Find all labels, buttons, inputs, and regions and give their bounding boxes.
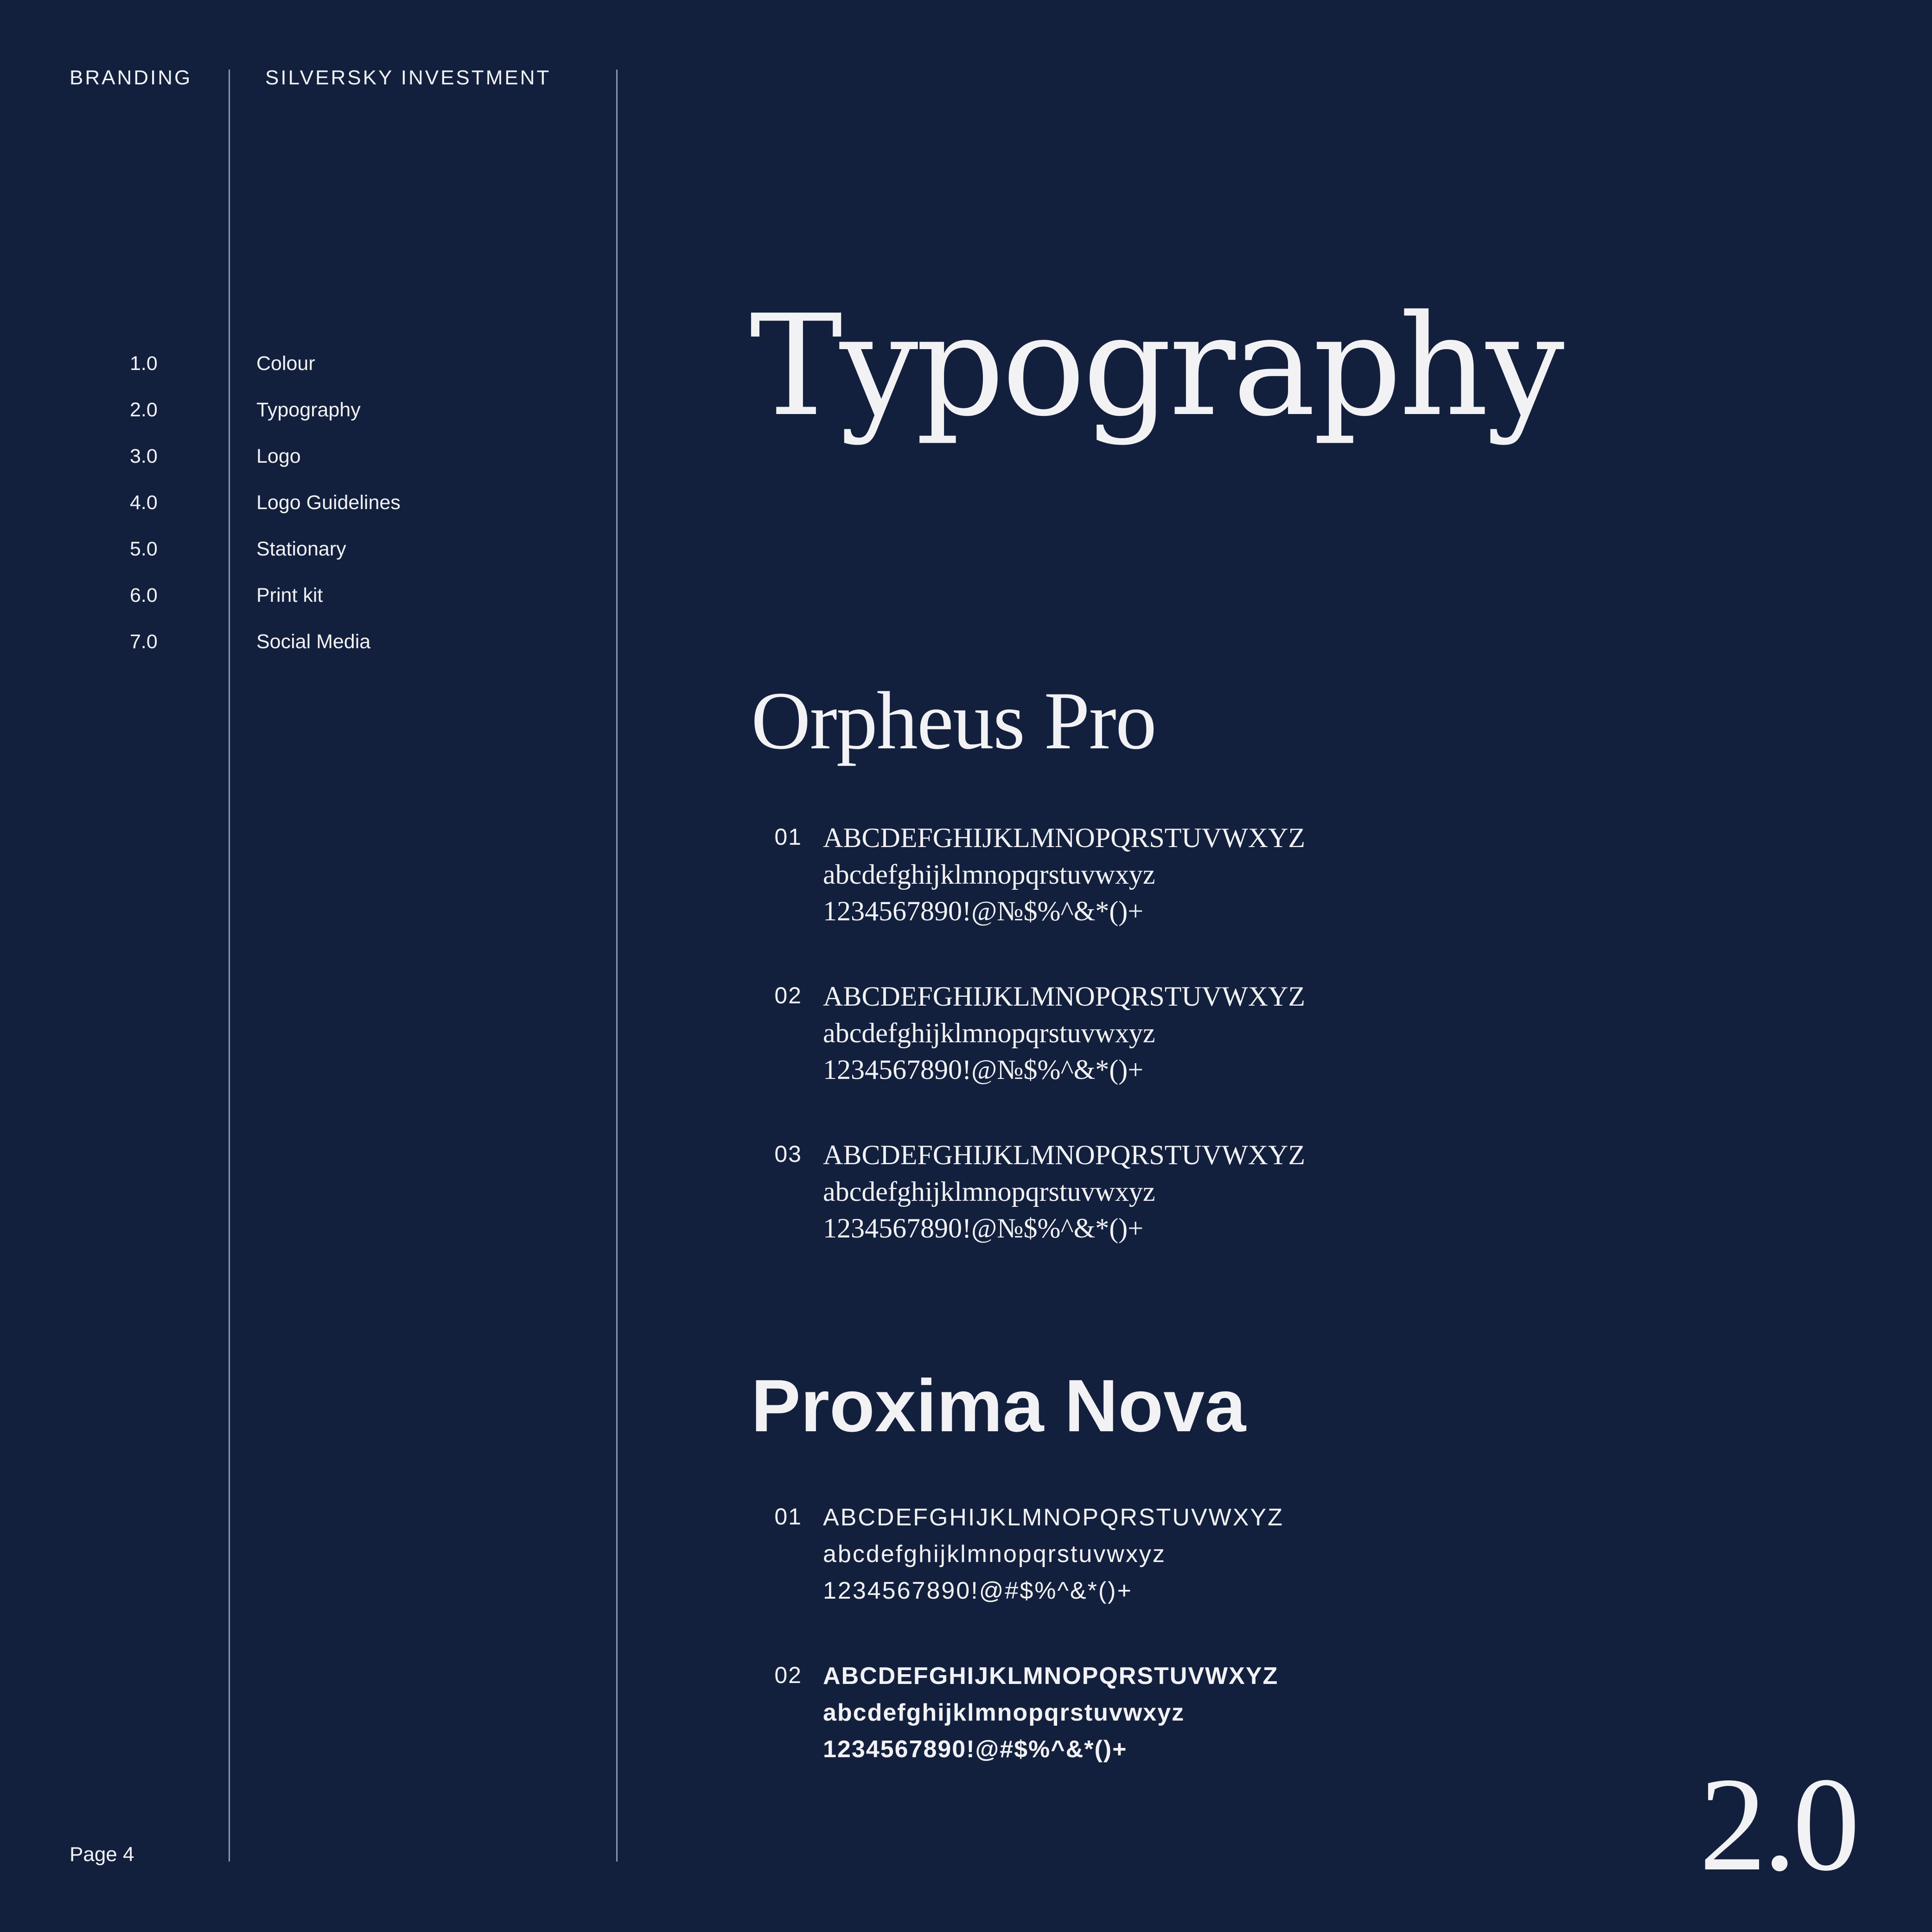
header-company-name: SILVERSKY INVESTMENT [265,66,551,89]
specimen-lowercase: abcdefghijklmnopqrstuvwxyz [823,859,1155,890]
specimen-uppercase: ABCDEFGHIJKLMNOPQRSTUVWXYZ [823,1663,1279,1690]
toc-item-print-kit[interactable]: Print kit [256,584,323,606]
toc-item-social-media[interactable]: Social Media [256,631,371,653]
toc-item-logo-guidelines[interactable]: Logo Guidelines [256,491,401,514]
specimen-uppercase: ABCDEFGHIJKLMNOPQRSTUVWXYZ [823,1140,1306,1170]
specimen-digits: 1234567890!@№$%^&*()+ [823,896,1144,926]
specimen-lowercase: abcdefghijklmnopqrstuvwxyz [823,1541,1166,1568]
specimen-number: 02 [774,1662,802,1688]
specimen-number: 02 [774,982,802,1008]
specimen-lowercase: abcdefghijklmnopqrstuvwxyz [823,1018,1155,1048]
toc-item-logo[interactable]: Logo [256,445,301,467]
toc-item-colour[interactable]: Colour [256,352,315,375]
page-title: Typography [750,285,1562,447]
toc-number: 2.0 [130,399,158,421]
specimen-uppercase: ABCDEFGHIJKLMNOPQRSTUVWXYZ [823,981,1306,1012]
specimen-uppercase: ABCDEFGHIJKLMNOPQRSTUVWXYZ [823,823,1306,853]
toc-number: 7.0 [130,631,158,653]
font-name-sans: Proxima Nova [751,1364,1246,1447]
left-column-divider [229,70,230,1862]
specimen-digits: 1234567890!@№$%^&*()+ [823,1213,1144,1243]
specimen-number: 01 [774,824,802,850]
toc-number: 1.0 [130,352,158,375]
font-name-serif: Orpheus Pro [751,675,1156,766]
specimen-digits: 1234567890!@#$%^&*()+ [823,1577,1133,1604]
specimen-number: 03 [774,1141,802,1167]
toc-number: 3.0 [130,445,158,467]
toc-number: 5.0 [130,538,158,560]
toc-number: 6.0 [130,584,158,606]
page-number: Page 4 [70,1843,134,1866]
content-divider [616,70,618,1862]
header-section-label: BRANDING [70,66,192,89]
specimen-lowercase: abcdefghijklmnopqrstuvwxyz [823,1699,1185,1726]
specimen-digits: 1234567890!@№$%^&*()+ [823,1054,1144,1085]
specimen-uppercase: ABCDEFGHIJKLMNOPQRSTUVWXYZ [823,1504,1284,1531]
specimen-digits: 1234567890!@#$%^&*()+ [823,1736,1128,1763]
specimen-number: 01 [774,1504,802,1530]
section-number: 2.0 [1699,1750,1856,1899]
toc-item-typography[interactable]: Typography [256,399,361,421]
specimen-lowercase: abcdefghijklmnopqrstuvwxyz [823,1176,1155,1207]
toc-item-stationary[interactable]: Stationary [256,538,346,560]
toc-number: 4.0 [130,491,158,514]
